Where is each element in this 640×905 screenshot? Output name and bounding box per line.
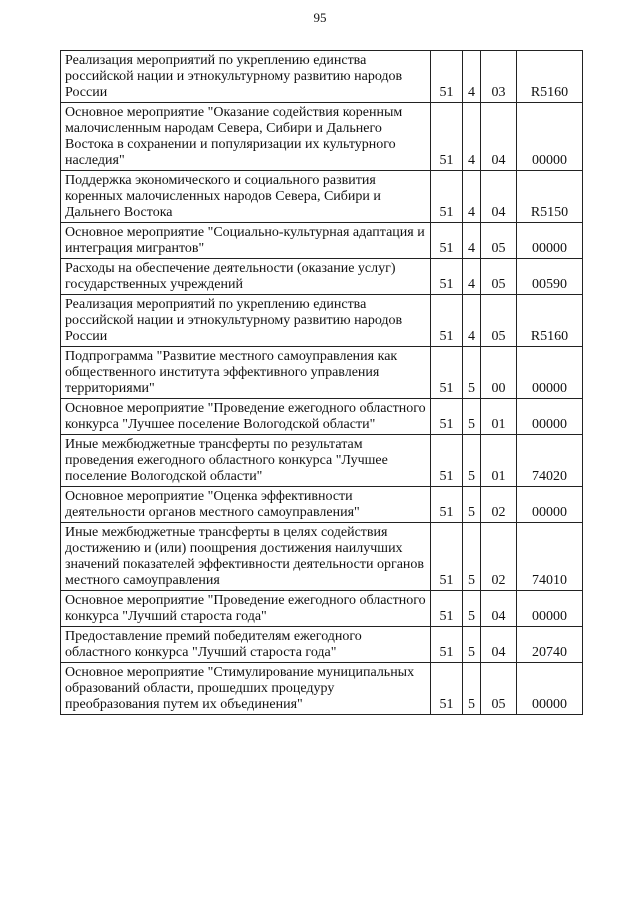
row-code-subprogram: 5 — [463, 591, 481, 627]
row-name: Реализация мероприятий по укреплению единства российской нации и этнокультурному развитию народов России — [61, 51, 431, 103]
row-code-program: 51 — [431, 51, 463, 103]
row-code-program: 51 — [431, 399, 463, 435]
row-code-direction: 74020 — [517, 435, 583, 487]
row-code-direction: 00000 — [517, 663, 583, 715]
table-row — [61, 223, 583, 259]
row-code-subprogram: 5 — [463, 347, 481, 399]
table-row — [61, 103, 583, 171]
row-name: Расходы на обеспечение деятельности (оказание услуг) государственных учреждений — [61, 259, 431, 295]
row-name: Основное мероприятие "Проведение ежегодного областного конкурса "Лучшее поселение Вологодской области" — [61, 399, 431, 435]
row-code-program: 51 — [431, 487, 463, 523]
row-code-subprogram: 4 — [463, 223, 481, 259]
row-code-program: 51 — [431, 223, 463, 259]
row-code-subprogram: 4 — [463, 103, 481, 171]
row-code-direction: 00590 — [517, 259, 583, 295]
row-code-subprogram: 5 — [463, 399, 481, 435]
row-name: Основное мероприятие "Стимулирование муниципальных образований области, прошедших процедуру преобразования путем их объединения" — [61, 663, 431, 715]
row-code-event: 00 — [481, 347, 517, 399]
row-code-event: 04 — [481, 591, 517, 627]
table-row — [61, 51, 583, 103]
table-row — [61, 435, 583, 487]
row-code-subprogram: 4 — [463, 259, 481, 295]
row-name: Основное мероприятие "Оказание содействия коренным малочисленным народам Севера, Сибири и Дальнего Востока в сохранении и популяризации их культурного наследия" — [61, 103, 431, 171]
row-code-subprogram: 4 — [463, 51, 481, 103]
row-code-event: 02 — [481, 487, 517, 523]
row-name: Предоставление премий победителям ежегодного областного конкурса "Лучший староста года" — [61, 627, 431, 663]
row-code-subprogram: 5 — [463, 487, 481, 523]
row-code-subprogram: 5 — [463, 523, 481, 591]
row-code-event: 04 — [481, 171, 517, 223]
row-name: Реализация мероприятий по укреплению единства российской нации и этнокультурному развитию народов России — [61, 295, 431, 347]
table-row — [61, 347, 583, 399]
row-code-subprogram: 5 — [463, 627, 481, 663]
table-row — [61, 171, 583, 223]
row-code-direction: 00000 — [517, 591, 583, 627]
row-code-event: 03 — [481, 51, 517, 103]
row-code-program: 51 — [431, 523, 463, 591]
row-code-direction: 00000 — [517, 223, 583, 259]
row-name: Иные межбюджетные трансферты в целях содействия достижению и (или) поощрения достижения наилучших значений показателей эффективности деятельности органов местного самоуправления — [61, 523, 431, 591]
row-code-direction: 00000 — [517, 487, 583, 523]
page-number: 95 — [313, 10, 327, 25]
row-name: Поддержка экономического и социального развития коренных малочисленных народов Севера, Сибири и Дальнего Востока — [61, 171, 431, 223]
row-code-direction: 00000 — [517, 347, 583, 399]
row-code-subprogram: 5 — [463, 663, 481, 715]
row-code-direction: R5160 — [517, 295, 583, 347]
table-row — [61, 627, 583, 663]
row-code-event: 01 — [481, 435, 517, 487]
row-code-program: 51 — [431, 103, 463, 171]
table-row — [61, 259, 583, 295]
row-code-program: 51 — [431, 435, 463, 487]
row-name: Основное мероприятие "Социально-культурная адаптация и интеграция мигрантов" — [61, 223, 431, 259]
row-code-subprogram: 5 — [463, 435, 481, 487]
table-row — [61, 663, 583, 715]
row-code-direction: 00000 — [517, 399, 583, 435]
row-code-program: 51 — [431, 663, 463, 715]
row-code-event: 05 — [481, 259, 517, 295]
row-code-direction: R5150 — [517, 171, 583, 223]
row-code-event: 02 — [481, 523, 517, 591]
row-code-event: 05 — [481, 663, 517, 715]
row-code-event: 05 — [481, 223, 517, 259]
row-code-program: 51 — [431, 295, 463, 347]
row-code-event: 01 — [481, 399, 517, 435]
row-code-program: 51 — [431, 259, 463, 295]
row-code-program: 51 — [431, 591, 463, 627]
row-name: Основное мероприятие "Оценка эффективности деятельности органов местного самоуправления" — [61, 487, 431, 523]
row-code-program: 51 — [431, 171, 463, 223]
table-row — [61, 523, 583, 591]
row-code-program: 51 — [431, 347, 463, 399]
row-code-direction: 74010 — [517, 523, 583, 591]
row-code-direction: 00000 — [517, 103, 583, 171]
row-name: Основное мероприятие "Проведение ежегодного областного конкурса "Лучший староста года" — [61, 591, 431, 627]
table-row — [61, 487, 583, 523]
row-name: Иные межбюджетные трансферты по результатам проведения ежегодного областного конкурса "Лучшее поселение Вологодской области" — [61, 435, 431, 487]
row-code-event: 05 — [481, 295, 517, 347]
budget-classification-table — [60, 50, 583, 715]
row-code-direction: 20740 — [517, 627, 583, 663]
row-code-direction: R5160 — [517, 51, 583, 103]
row-code-subprogram: 4 — [463, 171, 481, 223]
table-row — [61, 591, 583, 627]
row-name: Подпрограмма "Развитие местного самоуправления как общественного института эффективного управления территориями" — [61, 347, 431, 399]
table-row — [61, 295, 583, 347]
row-code-event: 04 — [481, 103, 517, 171]
row-code-event: 04 — [481, 627, 517, 663]
row-code-subprogram: 4 — [463, 295, 481, 347]
table-row — [61, 399, 583, 435]
row-code-program: 51 — [431, 627, 463, 663]
